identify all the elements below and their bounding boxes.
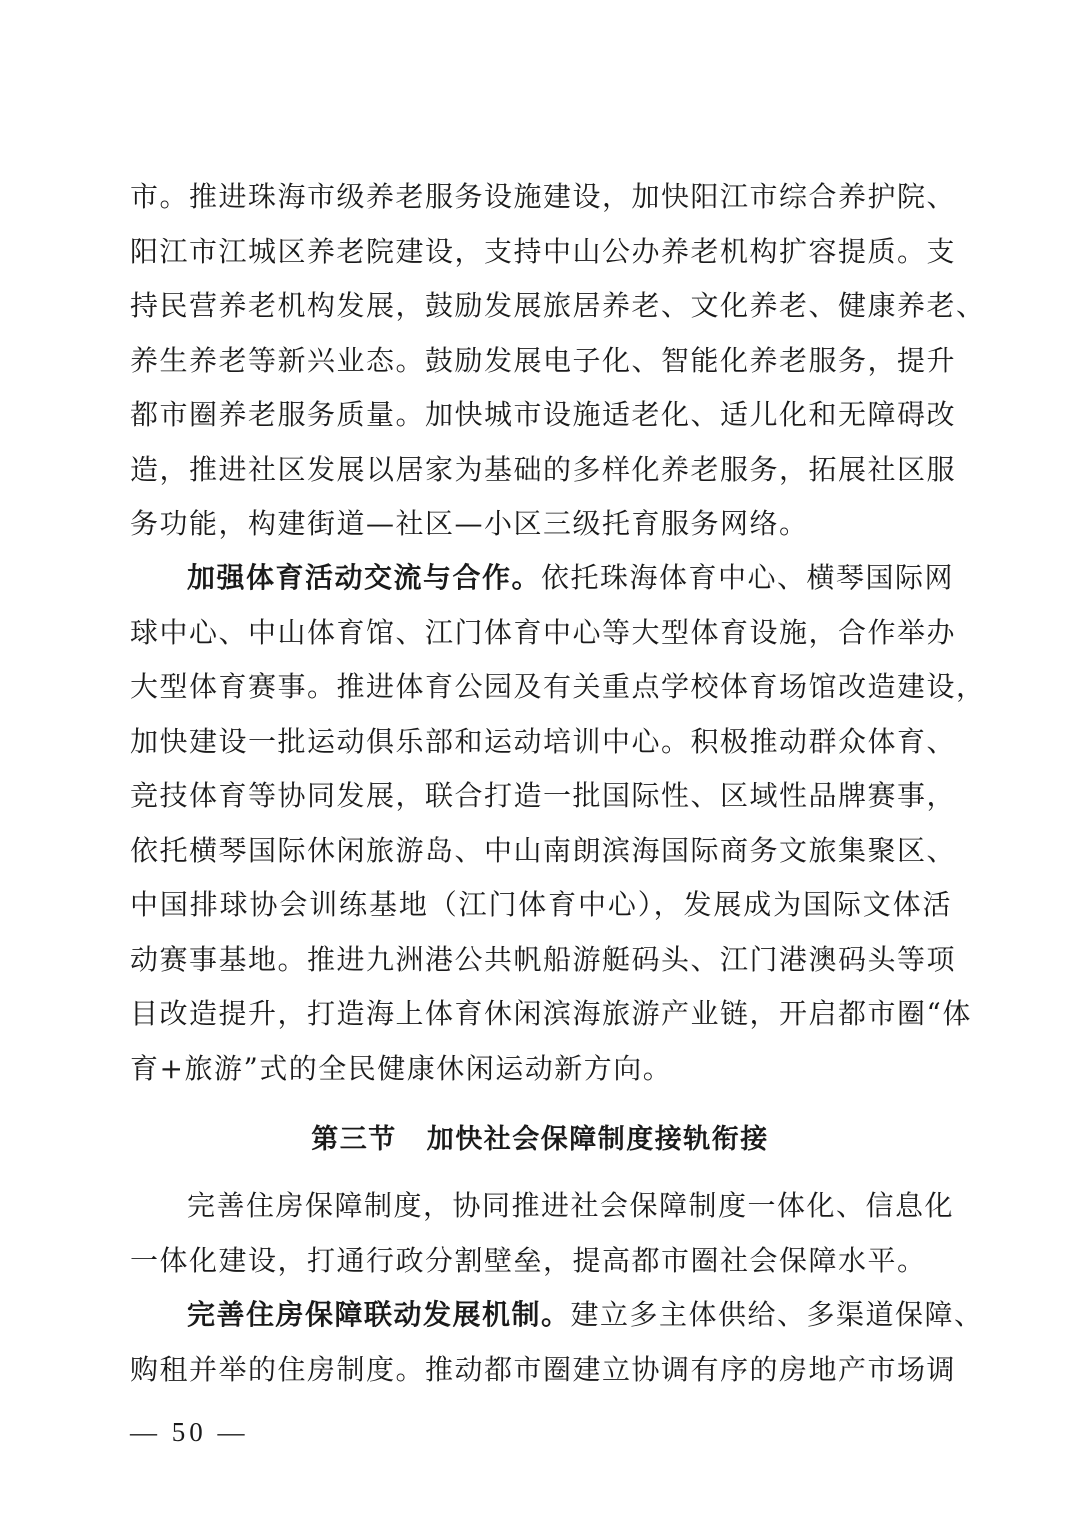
text-line: 目改造提升，打造海上体育休闲滨海旅游产业链，开启都市圈“体 — [130, 997, 972, 1030]
text-line: 养生养老等新兴业态。鼓励发展电子化、智能化养老服务，提升 — [130, 343, 957, 377]
text-line: 都市圈养老服务质量。加快城市设施适老化、适儿化和无障碍改 — [130, 398, 957, 431]
paragraph-elderly-care — [130, 170, 986, 552]
text-line: 造，推进社区发展以居家为基础的多样化养老服务，拓展社区服 — [130, 452, 957, 486]
text-line: 务功能，构建街道—社区—小区三级托育服务网络。 — [130, 507, 809, 540]
text-line: 依托横琴国际休闲旅游岛、中山南朗滨海国际商务文旅集聚区、 — [130, 833, 957, 867]
text-fragment: 依托珠海体育中心、横琴国际网 — [541, 561, 955, 594]
paragraph-sports-cooperation — [130, 551, 986, 1096]
text-line: 球中心、中山体育馆、江门体育中心等大型体育设施，合作举办 — [130, 615, 957, 649]
text-line: 一体化建设，打通行政分割壁垒，提高都市圈社会保障水平。 — [130, 1243, 927, 1277]
text-line: 完善住房保障制度，协同推进社会保障制度一体化、信息化 — [187, 1189, 955, 1222]
paragraph-housing-mechanism — [130, 1288, 984, 1397]
page-number: — 50 — — [130, 1417, 249, 1447]
text-line: 育+旅游”式的全民健康休闲运动新方向。 — [130, 1051, 673, 1085]
paragraph-social-security-intro — [130, 1179, 955, 1288]
paragraph-lead-bold: 加强体育活动交流与合作。 — [187, 561, 542, 594]
text-line: 大型体育赛事。推进体育公园及有关重点学校体育场馆改造建设， — [130, 670, 986, 703]
text-line: 加快建设一批运动俱乐部和运动培训中心。积极推动群众体育、 — [130, 724, 957, 758]
text-line — [130, 551, 955, 606]
paragraph-lead-bold: 完善住房保障联动发展机制。 — [187, 1298, 571, 1331]
text-line: 持民营养老机构发展，鼓励发展旅居养老、文化养老、健康养老、 — [130, 289, 986, 322]
text-line: 市。推进珠海市级养老服务设施建设，加快阳江市综合养护院、 — [130, 180, 957, 213]
section-heading — [0, 1115, 1080, 1165]
text-fragment: 建立多主体供给、多渠道保障、 — [570, 1298, 984, 1331]
section-title: 加快社会保障制度接轨衔接 — [426, 1124, 769, 1155]
text-line: 动赛事基地。推进九洲港公共帆船游艇码头、江门港澳码头等项 — [130, 942, 957, 976]
text-line: 购租并举的住房制度。推动都市圈建立协调有序的房地产市场调 — [130, 1352, 957, 1386]
text-line: 竞技体育等协同发展，联合打造一批国际性、区域性品牌赛事， — [130, 779, 957, 812]
text-line — [130, 1288, 984, 1343]
text-line: 阳江市江城区养老院建设，支持中山公办养老机构扩容提质。支 — [130, 234, 957, 268]
section-number: 第三节 — [311, 1124, 397, 1155]
text-line: 中国排球协会训练基地（江门体育中心），发展成为国际文体活 — [130, 888, 952, 921]
